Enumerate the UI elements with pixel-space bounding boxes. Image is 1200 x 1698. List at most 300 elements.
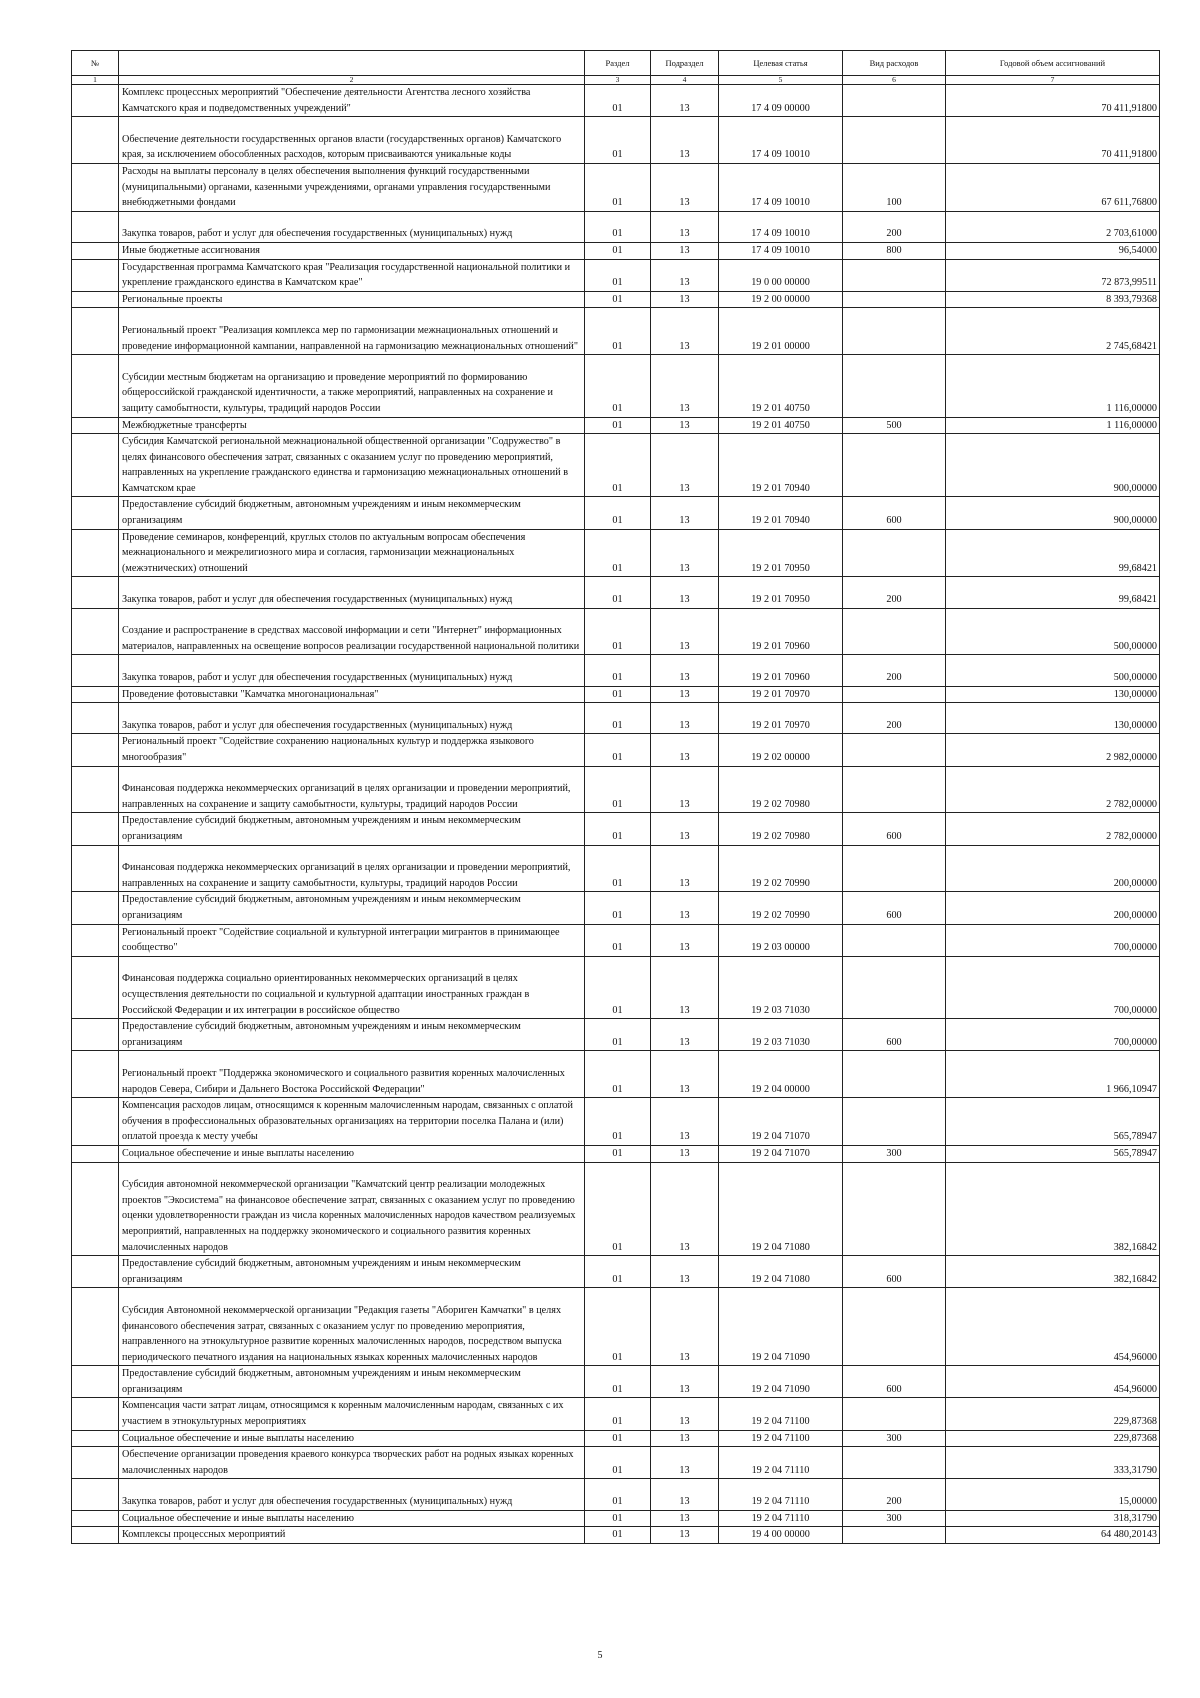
column-number: 6 — [843, 76, 946, 85]
table-row — [72, 813, 1160, 845]
item-name-cell: Межбюджетные трансферты — [119, 417, 585, 434]
subsection-cell: 13 — [651, 434, 719, 497]
expense-type-cell — [843, 355, 946, 417]
target-article-cell: 19 2 04 71090 — [719, 1288, 843, 1366]
amount-cell: 70 411,91800 — [946, 117, 1160, 164]
section-cell: 01 — [585, 1162, 651, 1256]
target-article-cell: 17 4 09 10010 — [719, 211, 843, 242]
section-cell: 01 — [585, 259, 651, 291]
target-article-cell: 19 2 02 70990 — [719, 845, 843, 892]
section-cell: 01 — [585, 1366, 651, 1398]
budget-table — [71, 50, 1160, 1544]
amount-cell: 700,00000 — [946, 1019, 1160, 1051]
row-number-cell — [72, 291, 119, 308]
expense-type-cell — [843, 1288, 946, 1366]
target-article-cell: 19 2 01 70960 — [719, 608, 843, 655]
amount-cell: 200,00000 — [946, 845, 1160, 892]
expense-type-cell: 600 — [843, 1366, 946, 1398]
subsection-cell: 13 — [651, 355, 719, 417]
target-article-cell: 19 2 02 70980 — [719, 813, 843, 845]
amount-cell: 565,78947 — [946, 1098, 1160, 1146]
subsection-cell: 13 — [651, 577, 719, 608]
subsection-cell: 13 — [651, 497, 719, 529]
table-row — [72, 1019, 1160, 1051]
expense-type-cell — [843, 1098, 946, 1146]
row-number-cell — [72, 497, 119, 529]
header-section: Раздел — [585, 51, 651, 76]
expense-type-cell — [843, 1527, 946, 1544]
subsection-cell: 13 — [651, 1288, 719, 1366]
header-name — [119, 51, 585, 76]
table-row — [72, 655, 1160, 686]
row-number-cell — [72, 85, 119, 117]
amount-cell: 1 116,00000 — [946, 355, 1160, 417]
item-name-cell: Компенсация части затрат лицам, относящимся к коренным малочисленным народам, связанных с их участием в этнокультурных мероприятиях — [119, 1398, 585, 1430]
amount-cell: 2 782,00000 — [946, 766, 1160, 813]
section-cell: 01 — [585, 291, 651, 308]
target-article-cell: 17 4 09 00000 — [719, 85, 843, 117]
row-number-cell — [72, 956, 119, 1018]
section-cell: 01 — [585, 734, 651, 766]
section-cell: 01 — [585, 529, 651, 577]
section-cell: 01 — [585, 211, 651, 242]
subsection-cell: 13 — [651, 892, 719, 924]
target-article-cell: 19 2 01 00000 — [719, 308, 843, 355]
row-number-cell — [72, 1398, 119, 1430]
subsection-cell: 13 — [651, 703, 719, 734]
item-name-cell: Субсидия Камчатской региональной межнациональной общественной организации "Содружество" в целях финансового обеспечения затрат, связанных с оказанием услуг по проведению мероприятий, направленных на укрепление гражданского единства и гармонизацию межнациональных отношений в Камчатском крае — [119, 434, 585, 497]
row-number-cell — [72, 355, 119, 417]
target-article-cell: 19 2 01 70960 — [719, 655, 843, 686]
expense-type-cell — [843, 291, 946, 308]
expense-type-cell — [843, 529, 946, 577]
section-cell: 01 — [585, 766, 651, 813]
item-name-cell: Субсидии местным бюджетам на организацию и проведение мероприятий по формированию общероссийской гражданской идентичности, а также мероприятий, направленных на сохранение и защиту самобытности, культуры, традиций народов России — [119, 355, 585, 417]
target-article-cell: 19 2 01 70950 — [719, 529, 843, 577]
subsection-cell: 13 — [651, 211, 719, 242]
item-name-cell: Региональный проект "Содействие сохранению национальных культур и поддержка языкового многообразия" — [119, 734, 585, 766]
target-article-cell: 19 2 04 71080 — [719, 1162, 843, 1256]
item-name-cell: Предоставление субсидий бюджетным, автономным учреждениям и иным некоммерческим организациям — [119, 1366, 585, 1398]
item-name-cell: Социальное обеспечение и иные выплаты населению — [119, 1430, 585, 1447]
table-row — [72, 577, 1160, 608]
section-cell: 01 — [585, 417, 651, 434]
amount-cell: 229,87368 — [946, 1430, 1160, 1447]
table-row — [72, 1366, 1160, 1398]
amount-cell: 96,54000 — [946, 242, 1160, 259]
row-number-cell — [72, 163, 119, 211]
row-number-cell — [72, 608, 119, 655]
row-number-cell — [72, 1527, 119, 1544]
row-number-cell — [72, 417, 119, 434]
amount-cell: 700,00000 — [946, 924, 1160, 956]
page-number: 5 — [597, 1650, 603, 1661]
target-article-cell: 19 2 03 71030 — [719, 1019, 843, 1051]
expense-type-cell — [843, 1447, 946, 1479]
target-article-cell: 19 2 03 00000 — [719, 924, 843, 956]
section-cell: 01 — [585, 308, 651, 355]
amount-cell: 900,00000 — [946, 497, 1160, 529]
amount-cell: 130,00000 — [946, 686, 1160, 703]
section-cell: 01 — [585, 1288, 651, 1366]
table-row — [72, 1256, 1160, 1288]
target-article-cell: 19 2 01 70950 — [719, 577, 843, 608]
table-row — [72, 1145, 1160, 1162]
target-article-cell: 19 2 02 00000 — [719, 734, 843, 766]
header-target: Целевая статья — [719, 51, 843, 76]
subsection-cell: 13 — [651, 845, 719, 892]
expense-type-cell: 300 — [843, 1145, 946, 1162]
section-cell: 01 — [585, 497, 651, 529]
expense-type-cell: 600 — [843, 892, 946, 924]
section-cell: 01 — [585, 1098, 651, 1146]
amount-cell: 72 873,99511 — [946, 259, 1160, 291]
expense-type-cell: 600 — [843, 497, 946, 529]
amount-cell: 318,31790 — [946, 1510, 1160, 1527]
expense-type-cell: 500 — [843, 417, 946, 434]
target-article-cell: 19 2 01 40750 — [719, 355, 843, 417]
section-cell: 01 — [585, 1510, 651, 1527]
item-name-cell: Предоставление субсидий бюджетным, автономным учреждениям и иным некоммерческим организациям — [119, 1256, 585, 1288]
amount-cell: 99,68421 — [946, 577, 1160, 608]
item-name-cell: Обеспечение организации проведения краевого конкурса творческих работ на родных языках коренных малочисленных народов — [119, 1447, 585, 1479]
row-number-cell — [72, 1288, 119, 1366]
amount-cell: 70 411,91800 — [946, 85, 1160, 117]
amount-cell: 200,00000 — [946, 892, 1160, 924]
expense-type-cell — [843, 608, 946, 655]
column-number: 1 — [72, 76, 119, 85]
target-article-cell: 19 2 02 70990 — [719, 892, 843, 924]
amount-cell: 500,00000 — [946, 608, 1160, 655]
expense-type-cell: 600 — [843, 1019, 946, 1051]
item-name-cell: Комплексы процессных мероприятий — [119, 1527, 585, 1544]
subsection-cell: 13 — [651, 291, 719, 308]
table-row — [72, 734, 1160, 766]
row-number-cell — [72, 892, 119, 924]
subsection-cell: 13 — [651, 259, 719, 291]
section-cell: 01 — [585, 686, 651, 703]
table-row — [72, 211, 1160, 242]
amount-cell: 382,16842 — [946, 1256, 1160, 1288]
row-number-cell — [72, 1447, 119, 1479]
target-article-cell: 19 2 01 70970 — [719, 686, 843, 703]
section-cell: 01 — [585, 117, 651, 164]
row-number-cell — [72, 924, 119, 956]
expense-type-cell: 800 — [843, 242, 946, 259]
target-article-cell: 19 2 04 71100 — [719, 1430, 843, 1447]
expense-type-cell — [843, 85, 946, 117]
row-number-cell — [72, 1366, 119, 1398]
amount-cell: 454,96000 — [946, 1366, 1160, 1398]
table-row — [72, 924, 1160, 956]
item-name-cell: Иные бюджетные ассигнования — [119, 242, 585, 259]
section-cell: 01 — [585, 1145, 651, 1162]
subsection-cell: 13 — [651, 734, 719, 766]
target-article-cell: 19 2 02 70980 — [719, 766, 843, 813]
item-name-cell: Социальное обеспечение и иные выплаты населению — [119, 1145, 585, 1162]
expense-type-cell — [843, 117, 946, 164]
section-cell: 01 — [585, 1479, 651, 1510]
row-number-cell — [72, 1510, 119, 1527]
target-article-cell: 19 4 00 00000 — [719, 1527, 843, 1544]
target-article-cell: 19 2 01 40750 — [719, 417, 843, 434]
amount-cell: 99,68421 — [946, 529, 1160, 577]
amount-cell: 454,96000 — [946, 1288, 1160, 1366]
row-number-cell — [72, 117, 119, 164]
subsection-cell: 13 — [651, 163, 719, 211]
target-article-cell: 19 2 04 71110 — [719, 1447, 843, 1479]
subsection-cell: 13 — [651, 85, 719, 117]
amount-cell: 333,31790 — [946, 1447, 1160, 1479]
target-article-cell: 19 2 04 71110 — [719, 1510, 843, 1527]
amount-cell: 700,00000 — [946, 956, 1160, 1018]
row-number-cell — [72, 1145, 119, 1162]
amount-cell: 900,00000 — [946, 434, 1160, 497]
row-number-cell — [72, 1019, 119, 1051]
subsection-cell: 13 — [651, 308, 719, 355]
amount-cell: 64 480,20143 — [946, 1527, 1160, 1544]
item-name-cell: Закупка товаров, работ и услуг для обеспечения государственных (муниципальных) нужд — [119, 655, 585, 686]
row-number-cell — [72, 766, 119, 813]
row-number-cell — [72, 703, 119, 734]
row-number-cell — [72, 686, 119, 703]
section-cell: 01 — [585, 956, 651, 1018]
item-name-cell: Закупка товаров, работ и услуг для обеспечения государственных (муниципальных) нужд — [119, 703, 585, 734]
target-article-cell: 19 2 00 00000 — [719, 291, 843, 308]
row-number-cell — [72, 434, 119, 497]
column-number-row — [72, 76, 1160, 85]
header-no: № — [72, 51, 119, 76]
row-number-cell — [72, 529, 119, 577]
amount-cell: 2 982,00000 — [946, 734, 1160, 766]
item-name-cell: Предоставление субсидий бюджетным, автономным учреждениям и иным некоммерческим организациям — [119, 1019, 585, 1051]
section-cell: 01 — [585, 163, 651, 211]
header-amount: Годовой объем ассигнований — [946, 51, 1160, 76]
expense-type-cell: 200 — [843, 655, 946, 686]
table-row — [72, 242, 1160, 259]
header-subsection: Подраздел — [651, 51, 719, 76]
item-name-cell: Предоставление субсидий бюджетным, автономным учреждениям и иным некоммерческим организациям — [119, 892, 585, 924]
amount-cell: 500,00000 — [946, 655, 1160, 686]
subsection-cell: 13 — [651, 1256, 719, 1288]
subsection-cell: 13 — [651, 1398, 719, 1430]
table-row — [72, 1098, 1160, 1146]
item-name-cell: Закупка товаров, работ и услуг для обеспечения государственных (муниципальных) нужд — [119, 211, 585, 242]
amount-cell: 130,00000 — [946, 703, 1160, 734]
subsection-cell: 13 — [651, 1162, 719, 1256]
subsection-cell: 13 — [651, 1366, 719, 1398]
item-name-cell: Проведение фотовыставки "Камчатка многонациональная" — [119, 686, 585, 703]
section-cell: 01 — [585, 355, 651, 417]
item-name-cell: Закупка товаров, работ и услуг для обеспечения государственных (муниципальных) нужд — [119, 1479, 585, 1510]
section-cell: 01 — [585, 1019, 651, 1051]
subsection-cell: 13 — [651, 813, 719, 845]
subsection-cell: 13 — [651, 956, 719, 1018]
row-number-cell — [72, 577, 119, 608]
target-article-cell: 19 2 04 71100 — [719, 1398, 843, 1430]
target-article-cell: 19 2 04 71070 — [719, 1098, 843, 1146]
table-row — [72, 845, 1160, 892]
amount-cell: 229,87368 — [946, 1398, 1160, 1430]
target-article-cell: 19 2 04 71110 — [719, 1479, 843, 1510]
amount-cell: 67 611,76800 — [946, 163, 1160, 211]
expense-type-cell: 200 — [843, 577, 946, 608]
section-cell: 01 — [585, 1051, 651, 1098]
table-row — [72, 291, 1160, 308]
item-name-cell: Расходы на выплаты персоналу в целях обеспечения выполнения функций государственными (муниципальными) органами, казенными учреждениями, органами управления государственными внебюджетными фондами — [119, 163, 585, 211]
table-row — [72, 1447, 1160, 1479]
row-number-cell — [72, 242, 119, 259]
amount-cell: 1 966,10947 — [946, 1051, 1160, 1098]
table-body — [72, 85, 1160, 1544]
subsection-cell: 13 — [651, 242, 719, 259]
expense-type-cell — [843, 924, 946, 956]
expense-type-cell — [843, 686, 946, 703]
subsection-cell: 13 — [651, 1479, 719, 1510]
item-name-cell: Региональный проект "Реализация комплекса мер по гармонизации межнациональных отношений и проведение информационной кампании, направленной на гармонизацию межнациональных отношений" — [119, 308, 585, 355]
section-cell: 01 — [585, 1430, 651, 1447]
table-row — [72, 259, 1160, 291]
item-name-cell: Обеспечение деятельности государственных органов власти (государственных органов) Камчатского края, за исключением обособленных расходов, которым присваиваются уникальные коды — [119, 117, 585, 164]
target-article-cell: 19 2 04 00000 — [719, 1051, 843, 1098]
row-number-cell — [72, 734, 119, 766]
item-name-cell: Комплекс процессных мероприятий "Обеспечение деятельности Агентства лесного хозяйства Камчатского края и подведомственных учреждений" — [119, 85, 585, 117]
table-row — [72, 1479, 1160, 1510]
item-name-cell: Социальное обеспечение и иные выплаты населению — [119, 1510, 585, 1527]
section-cell: 01 — [585, 813, 651, 845]
expense-type-cell: 200 — [843, 211, 946, 242]
amount-cell: 15,00000 — [946, 1479, 1160, 1510]
subsection-cell: 13 — [651, 417, 719, 434]
row-number-cell — [72, 1430, 119, 1447]
target-article-cell: 17 4 09 10010 — [719, 242, 843, 259]
amount-cell: 1 116,00000 — [946, 417, 1160, 434]
item-name-cell: Региональный проект "Поддержка экономического и социального развития коренных малочисленных народов Севера, Сибири и Дальнего Востока Российской Федерации" — [119, 1051, 585, 1098]
expense-type-cell — [843, 766, 946, 813]
table-row — [72, 417, 1160, 434]
target-article-cell: 17 4 09 10010 — [719, 163, 843, 211]
column-number: 5 — [719, 76, 843, 85]
expense-type-cell: 100 — [843, 163, 946, 211]
expense-type-cell — [843, 434, 946, 497]
target-article-cell: 19 2 04 71080 — [719, 1256, 843, 1288]
section-cell: 01 — [585, 608, 651, 655]
subsection-cell: 13 — [651, 1145, 719, 1162]
subsection-cell: 13 — [651, 117, 719, 164]
item-name-cell: Региональный проект "Содействие социальной и культурной интеграции мигрантов в принимающее сообщество" — [119, 924, 585, 956]
row-number-cell — [72, 211, 119, 242]
expense-type-cell — [843, 308, 946, 355]
section-cell: 01 — [585, 655, 651, 686]
section-cell: 01 — [585, 85, 651, 117]
amount-cell: 2 745,68421 — [946, 308, 1160, 355]
item-name-cell: Предоставление субсидий бюджетным, автономным учреждениям и иным некоммерческим организациям — [119, 813, 585, 845]
expense-type-cell: 200 — [843, 703, 946, 734]
section-cell: 01 — [585, 1256, 651, 1288]
item-name-cell: Субсидия Автономной некоммерческой организации "Редакция газеты "Абориген Камчатки" в целях финансового обеспечения затрат, связанных с оказанием услуг по проведению мероприятия, направленного на этнокультурное развитие коренных малочисленных народов, посредством выпуска периодического печатного издания на национальных языках коренных малочисленных народов — [119, 1288, 585, 1366]
section-cell: 01 — [585, 703, 651, 734]
table-row — [72, 1162, 1160, 1256]
target-article-cell: 19 2 03 71030 — [719, 956, 843, 1018]
expense-type-cell — [843, 1051, 946, 1098]
target-article-cell: 19 2 01 70940 — [719, 497, 843, 529]
table-row — [72, 686, 1160, 703]
header-expense-type: Вид расходов — [843, 51, 946, 76]
row-number-cell — [72, 1256, 119, 1288]
target-article-cell: 19 2 04 71070 — [719, 1145, 843, 1162]
subsection-cell: 13 — [651, 686, 719, 703]
item-name-cell: Компенсация расходов лицам, относящимся к коренным малочисленным народам, связанных с оплатой обучения в профессиональных образовательных организациях на территории поселка Палана и (или) оплатой проезда к месту учебы — [119, 1098, 585, 1146]
expense-type-cell: 300 — [843, 1510, 946, 1527]
column-number: 7 — [946, 76, 1160, 85]
expense-type-cell — [843, 259, 946, 291]
section-cell: 01 — [585, 892, 651, 924]
row-number-cell — [72, 1098, 119, 1146]
amount-cell: 8 393,79368 — [946, 291, 1160, 308]
section-cell: 01 — [585, 242, 651, 259]
target-article-cell: 19 2 01 70940 — [719, 434, 843, 497]
table-row — [72, 529, 1160, 577]
table-row — [72, 434, 1160, 497]
row-number-cell — [72, 1051, 119, 1098]
expense-type-cell — [843, 956, 946, 1018]
item-name-cell: Создание и распространение в средствах массовой информации и сети "Интернет" информационных материалов, направленных на освещение вопросов реализации государственной национальной политики — [119, 608, 585, 655]
target-article-cell: 19 2 01 70970 — [719, 703, 843, 734]
amount-cell: 382,16842 — [946, 1162, 1160, 1256]
subsection-cell: 13 — [651, 1447, 719, 1479]
expense-type-cell — [843, 734, 946, 766]
subsection-cell: 13 — [651, 655, 719, 686]
target-article-cell: 19 0 00 00000 — [719, 259, 843, 291]
item-name-cell: Предоставление субсидий бюджетным, автономным учреждениям и иным некоммерческим организациям — [119, 497, 585, 529]
item-name-cell: Закупка товаров, работ и услуг для обеспечения государственных (муниципальных) нужд — [119, 577, 585, 608]
expense-type-cell: 600 — [843, 813, 946, 845]
table-row — [72, 608, 1160, 655]
column-number: 4 — [651, 76, 719, 85]
section-cell: 01 — [585, 1527, 651, 1544]
header-row — [72, 51, 1160, 76]
section-cell: 01 — [585, 434, 651, 497]
amount-cell: 2 782,00000 — [946, 813, 1160, 845]
row-number-cell — [72, 308, 119, 355]
table-row — [72, 85, 1160, 117]
table-row — [72, 117, 1160, 164]
section-cell: 01 — [585, 1398, 651, 1430]
subsection-cell: 13 — [651, 1527, 719, 1544]
table-row — [72, 766, 1160, 813]
table-row — [72, 1051, 1160, 1098]
item-name-cell: Государственная программа Камчатского края "Реализация государственной национальной политики и укрепление гражданского единства в Камчатском крае" — [119, 259, 585, 291]
expense-type-cell: 600 — [843, 1256, 946, 1288]
subsection-cell: 13 — [651, 1051, 719, 1098]
table-row — [72, 703, 1160, 734]
row-number-cell — [72, 259, 119, 291]
table-row — [72, 308, 1160, 355]
expense-type-cell — [843, 1398, 946, 1430]
expense-type-cell — [843, 1162, 946, 1256]
table-row — [72, 956, 1160, 1018]
item-name-cell: Финансовая поддержка некоммерческих организаций в целях организации и проведении мероприятий, направленных на сохранение и защиту самобытности, культуры, традиций народов России — [119, 766, 585, 813]
subsection-cell: 13 — [651, 1019, 719, 1051]
table-row — [72, 1398, 1160, 1430]
subsection-cell: 13 — [651, 924, 719, 956]
item-name-cell: Проведение семинаров, конференций, круглых столов по актуальным вопросам обеспечения межнационального и межрелигиозного мира и согласия, гармонизации межнациональных (межэтнических) отношений — [119, 529, 585, 577]
column-number: 2 — [119, 76, 585, 85]
section-cell: 01 — [585, 577, 651, 608]
amount-cell: 565,78947 — [946, 1145, 1160, 1162]
table-row — [72, 1510, 1160, 1527]
row-number-cell — [72, 1479, 119, 1510]
